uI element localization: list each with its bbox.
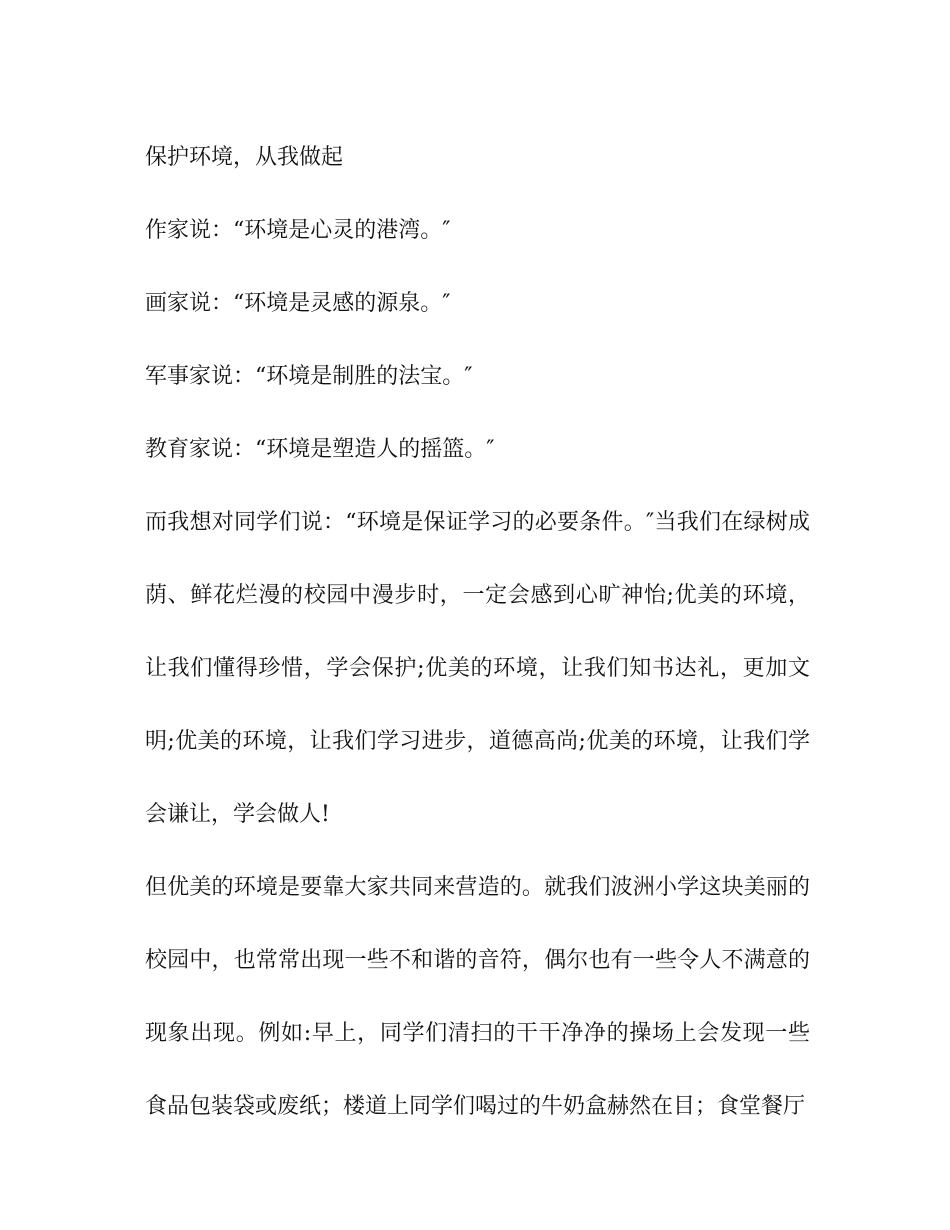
document-title: 保护环境，从我做起 — [145, 145, 344, 170]
paragraph-student-message: 而我想对同学们说：“环境是保证学习的必要条件。″当我们在绿树成荫、鲜花烂漫的校园中漫步时，一定会感到心旷神怡;优美的环境，让我们懂得珍惜，学会保护;优美的环境，让我们知书达礼，更加文明;优美的环境，让我们学习进步，道德高尚;优美的环境，让我们学会谦让，学会做人! — [145, 510, 810, 827]
paragraph-strategist-quote: 军事家说：“环境是制胜的法宝。″ — [145, 364, 473, 389]
paragraph-campus-issues: 但优美的环境是要靠大家共同来营造的。就我们波洲小学这块美丽的校园中，也常常出现一些不和谐的音符，偶尔也有一些令人不满意的现象出现。例如:早上，同学们清扫的干干净净的操场上会发现一些食品包装袋或废纸；楼道上同学们喝过的牛奶盒赫然在目；食堂餐厅 — [145, 875, 810, 1119]
document-body — [145, 121, 810, 1143]
paragraph-writer-quote: 作家说：“环境是心灵的港湾。″ — [145, 218, 451, 243]
paragraph-educator-quote: 教育家说：“环境是塑造人的摇篮。″ — [145, 437, 495, 462]
paragraph-painter-quote: 画家说：“环境是灵感的源泉。″ — [145, 291, 451, 316]
